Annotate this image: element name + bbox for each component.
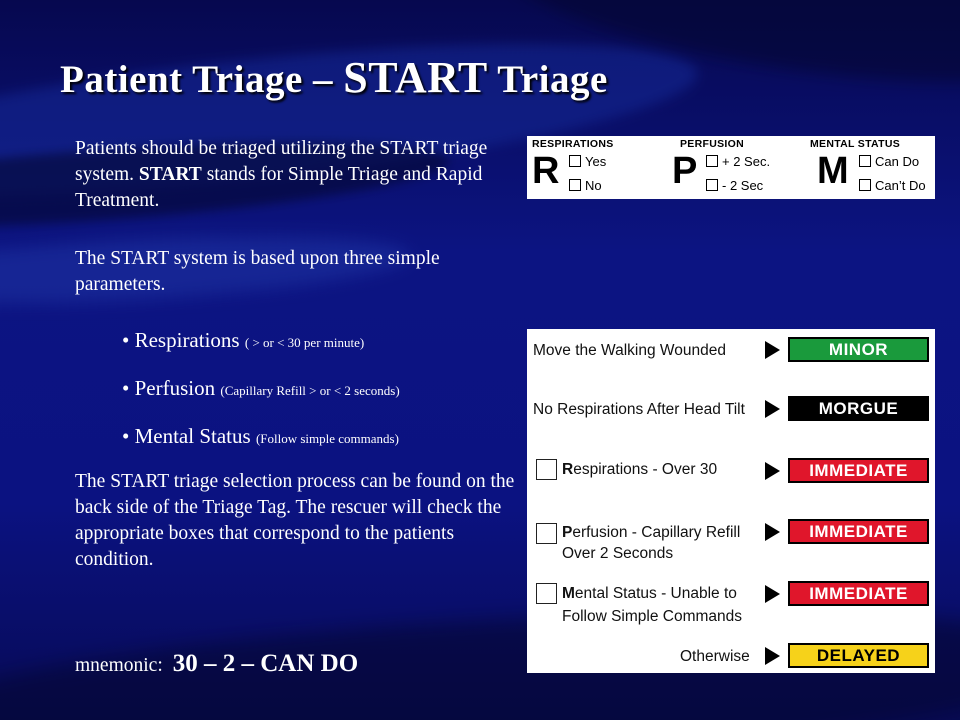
rpm-option[interactable]: Yes: [569, 154, 606, 169]
intro-text: Patients should be triaged utilizing the START triage system.: [75, 138, 488, 185]
category-morgue: MORGUE: [788, 396, 929, 421]
triage-row-label: Mental Status - Unable to: [562, 585, 737, 602]
checkbox-icon[interactable]: [706, 179, 718, 191]
triage-row-label: Perfusion - Capillary Refill: [562, 524, 741, 541]
checkbox-icon[interactable]: [706, 155, 718, 167]
selection-paragraph: The START triage selection process can be found on the back side of the Triage Tag. The rescuer will check the appropriate boxes that correspond to the patients condition.: [75, 471, 515, 570]
checkbox-icon[interactable]: [569, 155, 581, 167]
title-suffix: Triage: [487, 58, 608, 101]
arrow-right-icon: [765, 585, 780, 603]
bullet-perfusion: • Perfusion (Capillary Refill > or < 2 seconds): [122, 376, 400, 400]
arrow-right-icon: [765, 400, 780, 418]
rpm-letter-m: M: [817, 150, 849, 192]
triage-tag-start-selection: [527, 329, 935, 673]
rpm-heading: MENTAL STATUS: [810, 138, 901, 150]
checkbox-icon[interactable]: [569, 179, 581, 191]
rpm-option[interactable]: - 2 Sec: [706, 178, 763, 193]
mnemonic-value: 30 – 2 – CAN DO: [172, 650, 359, 677]
title-prefix: Patient Triage –: [60, 58, 344, 101]
category-delayed: DELAYED: [788, 643, 929, 668]
mnemonic: [75, 650, 358, 678]
bullet-label: Mental Status: [134, 424, 251, 448]
rpm-column-mental-status: [810, 138, 900, 150]
parameter-list: [122, 328, 400, 472]
rpm-heading: PERFUSION: [680, 138, 744, 150]
bullet-label: Respirations: [134, 328, 240, 352]
slide-title: [60, 52, 608, 103]
bullet-note: (Follow simple commands): [255, 431, 399, 446]
triage-row-label: Respirations - Over 30: [562, 461, 718, 478]
triage-row-label: No Respirations After Head Tilt: [533, 401, 745, 418]
arrow-right-icon: [765, 462, 780, 480]
arrow-right-icon: [765, 523, 780, 541]
rpm-column-respirations: [532, 138, 614, 150]
rpm-column-perfusion: [680, 138, 744, 150]
parameters-paragraph: The START system is based upon three simple parameters.: [75, 248, 440, 295]
arrow-right-icon: [765, 341, 780, 359]
rpm-heading: RESPIRATIONS: [532, 138, 614, 150]
category-immediate: IMMEDIATE: [788, 458, 929, 483]
mnemonic-label: mnemonic:: [75, 655, 163, 676]
rpm-option[interactable]: No: [569, 178, 602, 193]
rpm-letter-p: P: [672, 150, 698, 192]
bullet-mental-status: • Mental Status (Follow simple commands): [122, 424, 399, 448]
triage-row-label-line2: Over 2 Seconds: [562, 545, 674, 562]
checkbox-icon[interactable]: [859, 155, 871, 167]
category-immediate: IMMEDIATE: [788, 519, 929, 544]
rpm-option[interactable]: Can’t Do: [859, 178, 926, 193]
title-start: START: [343, 53, 488, 102]
rpm-option[interactable]: + 2 Sec.: [706, 154, 770, 169]
rpm-letter-r: R: [532, 150, 560, 192]
triage-row-label: Otherwise: [680, 648, 750, 665]
bullet-note: (Capillary Refill > or < 2 seconds): [220, 383, 400, 398]
triage-tag-rpm: [527, 136, 935, 199]
intro-start-bold: START: [138, 164, 202, 185]
rpm-option[interactable]: Can Do: [859, 154, 919, 169]
checkbox-icon[interactable]: [536, 459, 557, 480]
checkbox-icon[interactable]: [536, 583, 557, 604]
triage-row-label: Move the Walking Wounded: [533, 342, 726, 359]
triage-row-label-line2: Follow Simple Commands: [562, 608, 743, 625]
checkbox-icon[interactable]: [859, 179, 871, 191]
bullet-label: Perfusion: [134, 376, 216, 400]
bullet-respirations: • Respirations ( > or < 30 per minute): [122, 328, 365, 352]
category-immediate: IMMEDIATE: [788, 581, 929, 606]
checkbox-icon[interactable]: [536, 523, 557, 544]
arrow-right-icon: [765, 647, 780, 665]
category-minor: MINOR: [788, 337, 929, 362]
bullet-note: ( > or < 30 per minute): [244, 335, 365, 350]
intro-text-end: stands for Simple Triage and Rapid Treatment.: [75, 164, 483, 211]
intro-paragraph: [75, 136, 515, 214]
